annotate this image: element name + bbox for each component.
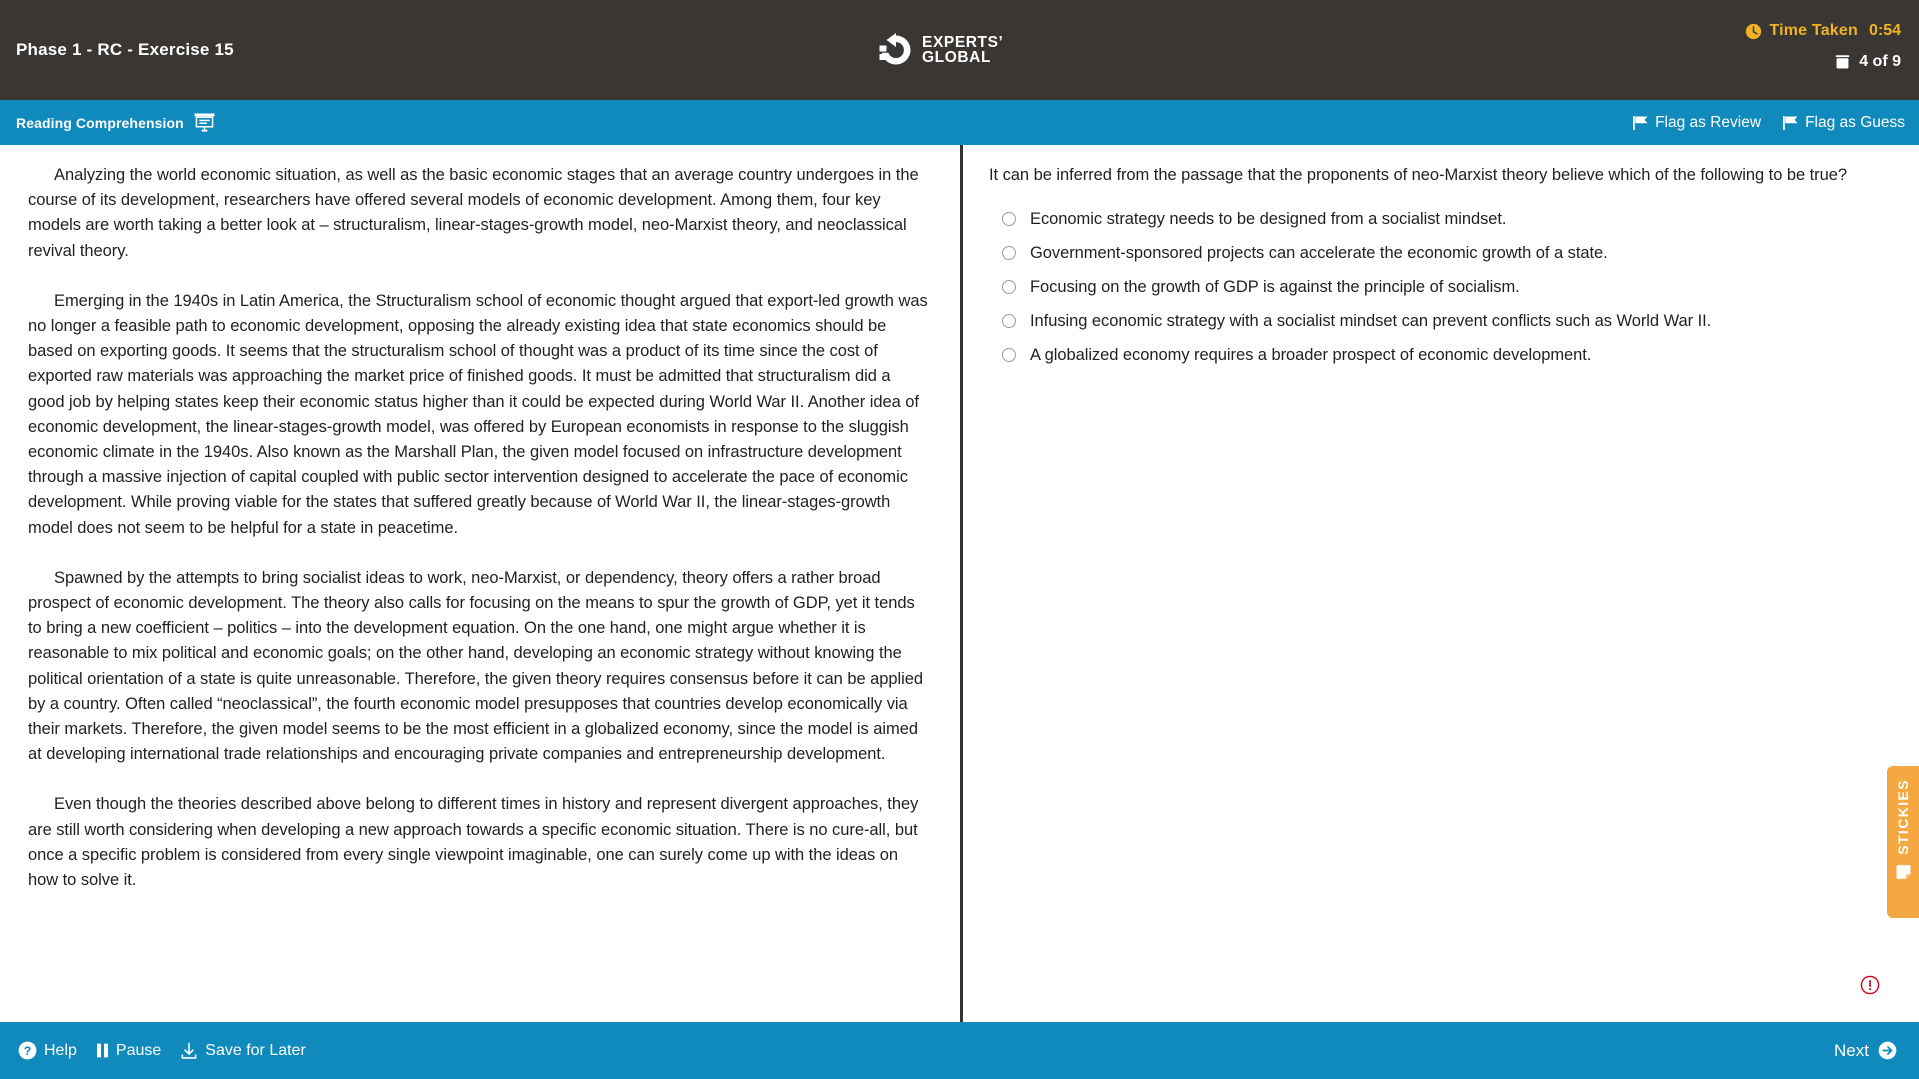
exclamation-circle-icon[interactable] [1860,975,1880,995]
radio-button[interactable] [1002,280,1016,294]
flag-icon [1783,116,1798,130]
pause-icon [96,1043,109,1058]
svg-text:?: ? [23,1043,32,1058]
time-taken-label: Time Taken [1769,22,1858,39]
passage-pane [0,145,958,1022]
question-progress-value: 4 of 9 [1859,53,1901,70]
question-circle-icon [18,1041,37,1060]
brand-logo [879,33,1003,67]
section-title-group [16,100,215,145]
footer-bar [0,1022,1919,1079]
answer-option-label: A globalized economy requires a broader prospect of economic development. [1030,346,1592,364]
passage-paragraph: Emerging in the 1940s in Latin America, the Structuralism school of economic thought argued that export-led growth was no longer a feasible path to economic development, opposing the already existing idea that state economics should be based on exporting goods. It seems that the structuralism school of thought was a product of its time since the cost of exported raw materials was approaching the market price of finished goods. It must be admitted that structuralism did a good job by helping states keep their economic status higher than it could be expected during World War II. Another idea of economic development, the linear-stages-growth model, was offered by European economists in response to the sluggish economic climate in the 1940s. Also known as the Marshall Plan, the given model focused on infrastructure development through a massive injection of capital coupled with public sector intervention designed to accelerate the pace of economic development. While proving viable for the states that suffered greatly because of World War II, the linear-stages-growth model does not seem to be helpful for a state in peacetime. [28,291,928,537]
question-progress-display [1834,53,1901,71]
answer-option[interactable] [989,242,1879,265]
main-content-area [0,145,1919,1022]
help-button[interactable] [18,1041,77,1060]
stickies-label: STICKIES [1895,779,1911,855]
help-label: Help [44,1041,77,1059]
answer-options-list [989,208,1879,367]
answer-option[interactable] [989,344,1879,367]
brand-logo-line1: EXPERTS’ [922,34,1004,51]
brand-logo-line2: GLOBAL [922,49,992,66]
time-taken-display [1745,22,1901,40]
radio-button[interactable] [1002,212,1016,226]
brand-logo-text [922,35,1003,65]
passage-paragraph: Analyzing the world economic situation, as well as the basic economic stages that an average country undergoes in the course of its development, researchers have offered several models of economic development. Among them, four key models are worth taking a better look at – structuralism, linear-stages-growth model, neo-Marxist theory, and neoclassical revival theory. [28,166,919,260]
section-bar [0,100,1919,145]
passage-paragraph: Even though the theories described above belong to different times in history and represent divergent approaches, they are still worth considering when developing a new approach towards a specific economic situation. There is no cure-all, but once a specific problem is considered from every single viewpoint imaginable, one can surely come up with the ideas on how to solve it. [28,795,919,890]
pause-button[interactable] [96,1042,161,1060]
footer-actions [18,1022,306,1079]
sticky-note-icon [1895,864,1912,881]
section-title: Reading Comprehension [16,114,184,131]
time-taken-value: 0:54 [1868,22,1901,39]
exercise-title: Phase 1 - RC - Exercise 15 [16,40,234,59]
next-label: Next [1834,1040,1869,1060]
question-prompt: It can be inferred from the passage that the proponents of neo-Marxist theory believe which of the following to be true? [989,166,1848,184]
save-for-later-button[interactable] [180,1042,306,1060]
answer-option-label: Government-sponsored projects can accelerate the economic growth of a state. [1030,244,1608,262]
flag-as-guess-button[interactable] [1783,114,1905,132]
answer-option-label: Focusing on the growth of GDP is against the principle of socialism. [1030,278,1520,296]
stickies-tab[interactable] [1887,766,1919,918]
flag-as-review-button[interactable] [1633,114,1761,132]
pause-label: Pause [115,1041,162,1059]
briefcase-icon [1834,54,1851,70]
clock-icon [1745,23,1762,40]
answer-option[interactable] [989,310,1879,333]
next-button[interactable] [1834,1022,1897,1079]
download-icon [180,1042,198,1060]
answer-option[interactable] [989,276,1879,299]
flag-icon [1633,116,1648,130]
radio-button[interactable] [1002,314,1016,328]
radio-button[interactable] [1002,348,1016,362]
save-for-later-label: Save for Later [205,1041,306,1059]
arrow-right-circle-icon [1878,1041,1897,1060]
answer-option-label: Infusing economic strategy with a socialist mindset can prevent conflicts such as World War II. [1030,312,1712,330]
answer-option-label: Economic strategy needs to be designed from a socialist mindset. [1030,210,1507,228]
flag-as-guess-label: Flag as Guess [1805,113,1905,131]
passage-paragraph: Spawned by the attempts to bring socialist ideas to work, neo-Marxist, or dependency, theory offers a rather broad prospect of economic development. The theory also calls for focusing on the means to spur the growth of GDP, yet it tends to bring a new coefficient – politics – into the development equation. On the one hand, one might argue whether it is reasonable to mix political and economic goals; on the other hand, developing an economic strategy without knowing the political orientation of a state is quite unreasonable. Therefore, the given theory requires consensus before it can be applied by a country. Often called “neoclassical”, the fourth economic model presupposes that countries develop economically via their markets. Therefore, the given model seems to be the most efficient in a globalized economy, since the model is aimed at developing international trade relationships and encouraging private companies and entrepreneurship development. [28,568,923,764]
radio-button[interactable] [1002,246,1016,260]
flag-as-review-label: Flag as Review [1655,113,1762,131]
question-pane [963,145,1919,1022]
flag-actions [1633,100,1905,145]
presentation-board-icon[interactable] [194,113,215,132]
experts-global-swirl-icon [879,33,913,67]
answer-option[interactable] [989,208,1879,231]
top-header-bar [0,0,1919,100]
